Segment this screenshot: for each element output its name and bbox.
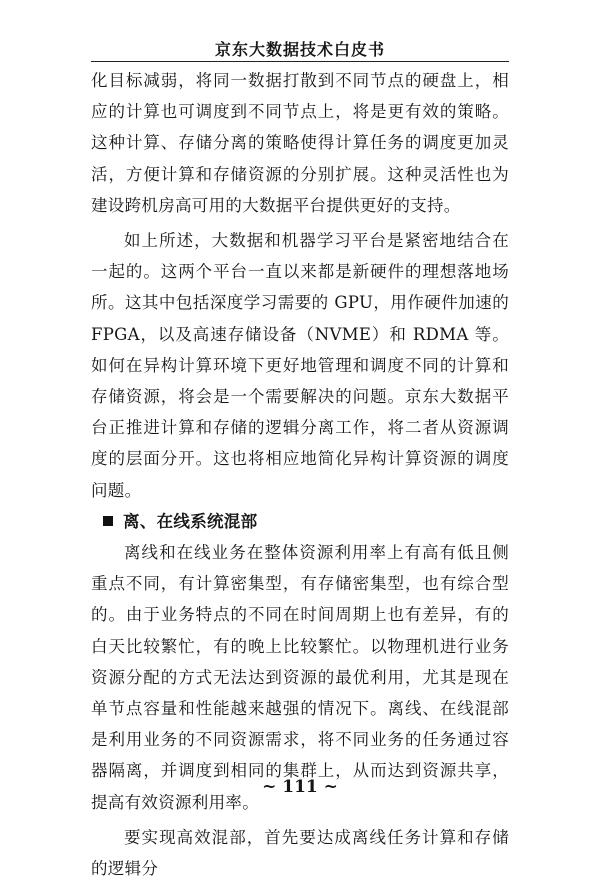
page-number: ~ 111 ~ (262, 777, 338, 797)
header-rule (91, 61, 509, 62)
paragraph: 如上所述，大数据和机器学习平台是紧密地结合在一起的。这两个平台一直以来都是新硬件的理想落地场所。这其中包括深度学习需要的 GPU，用作硬件加速的 FPGA，以及高速存储设备（NVME）和 RDMA 等。如何在异构计算环境下更好地管理和调度不同的计算和存储资源，将会是一个需要解决的问题。京东大数据平台正推进计算和存储的逻辑分离工作，将二者从资源调度的层面分开。这也将相应地简化异构计算资源的调度问题。 (91, 231, 509, 500)
paragraph: 要实现高效混部，首先要达成离线任务计算和存储的逻辑分 (91, 827, 509, 879)
page-body (91, 65, 509, 884)
square-bullet-icon (103, 516, 113, 526)
running-header: 京东大数据技术白皮书 (214, 40, 385, 59)
paragraph: 离线和在线业务在整体资源利用率上有高有低且侧重点不同，有计算密集型，有存储密集型，也有综合型的。由于业务特点的不同在时间周期上也有差异，有的白天比较繁忙，有的晚上比较繁忙。以物理机进行业务资源分配的方式无法达到资源的最优利用，尤其是现在单节点容量和性能越来越强的情况下。离线、在线混部是利用业务的不同资源需求，将不同业务的任务通过容器隔离，并调度到相同的集群上，从而达到资源共享，提高有效资源利用率。 (91, 543, 509, 812)
section-heading (91, 506, 509, 537)
section-heading-text: 离、在线系统混部 (123, 511, 258, 531)
paragraph: 化目标减弱，将同一数据打散到不同节点的硬盘上，相应的计算也可调度到不同节点上，将是更有效的策略。这种计算、存储分离的策略使得计算任务的调度更加灵活，方便计算和存储资源的分别扩展。这种灵活性也为建设跨机房高可用的大数据平台提供更好的支持。 (91, 71, 509, 215)
